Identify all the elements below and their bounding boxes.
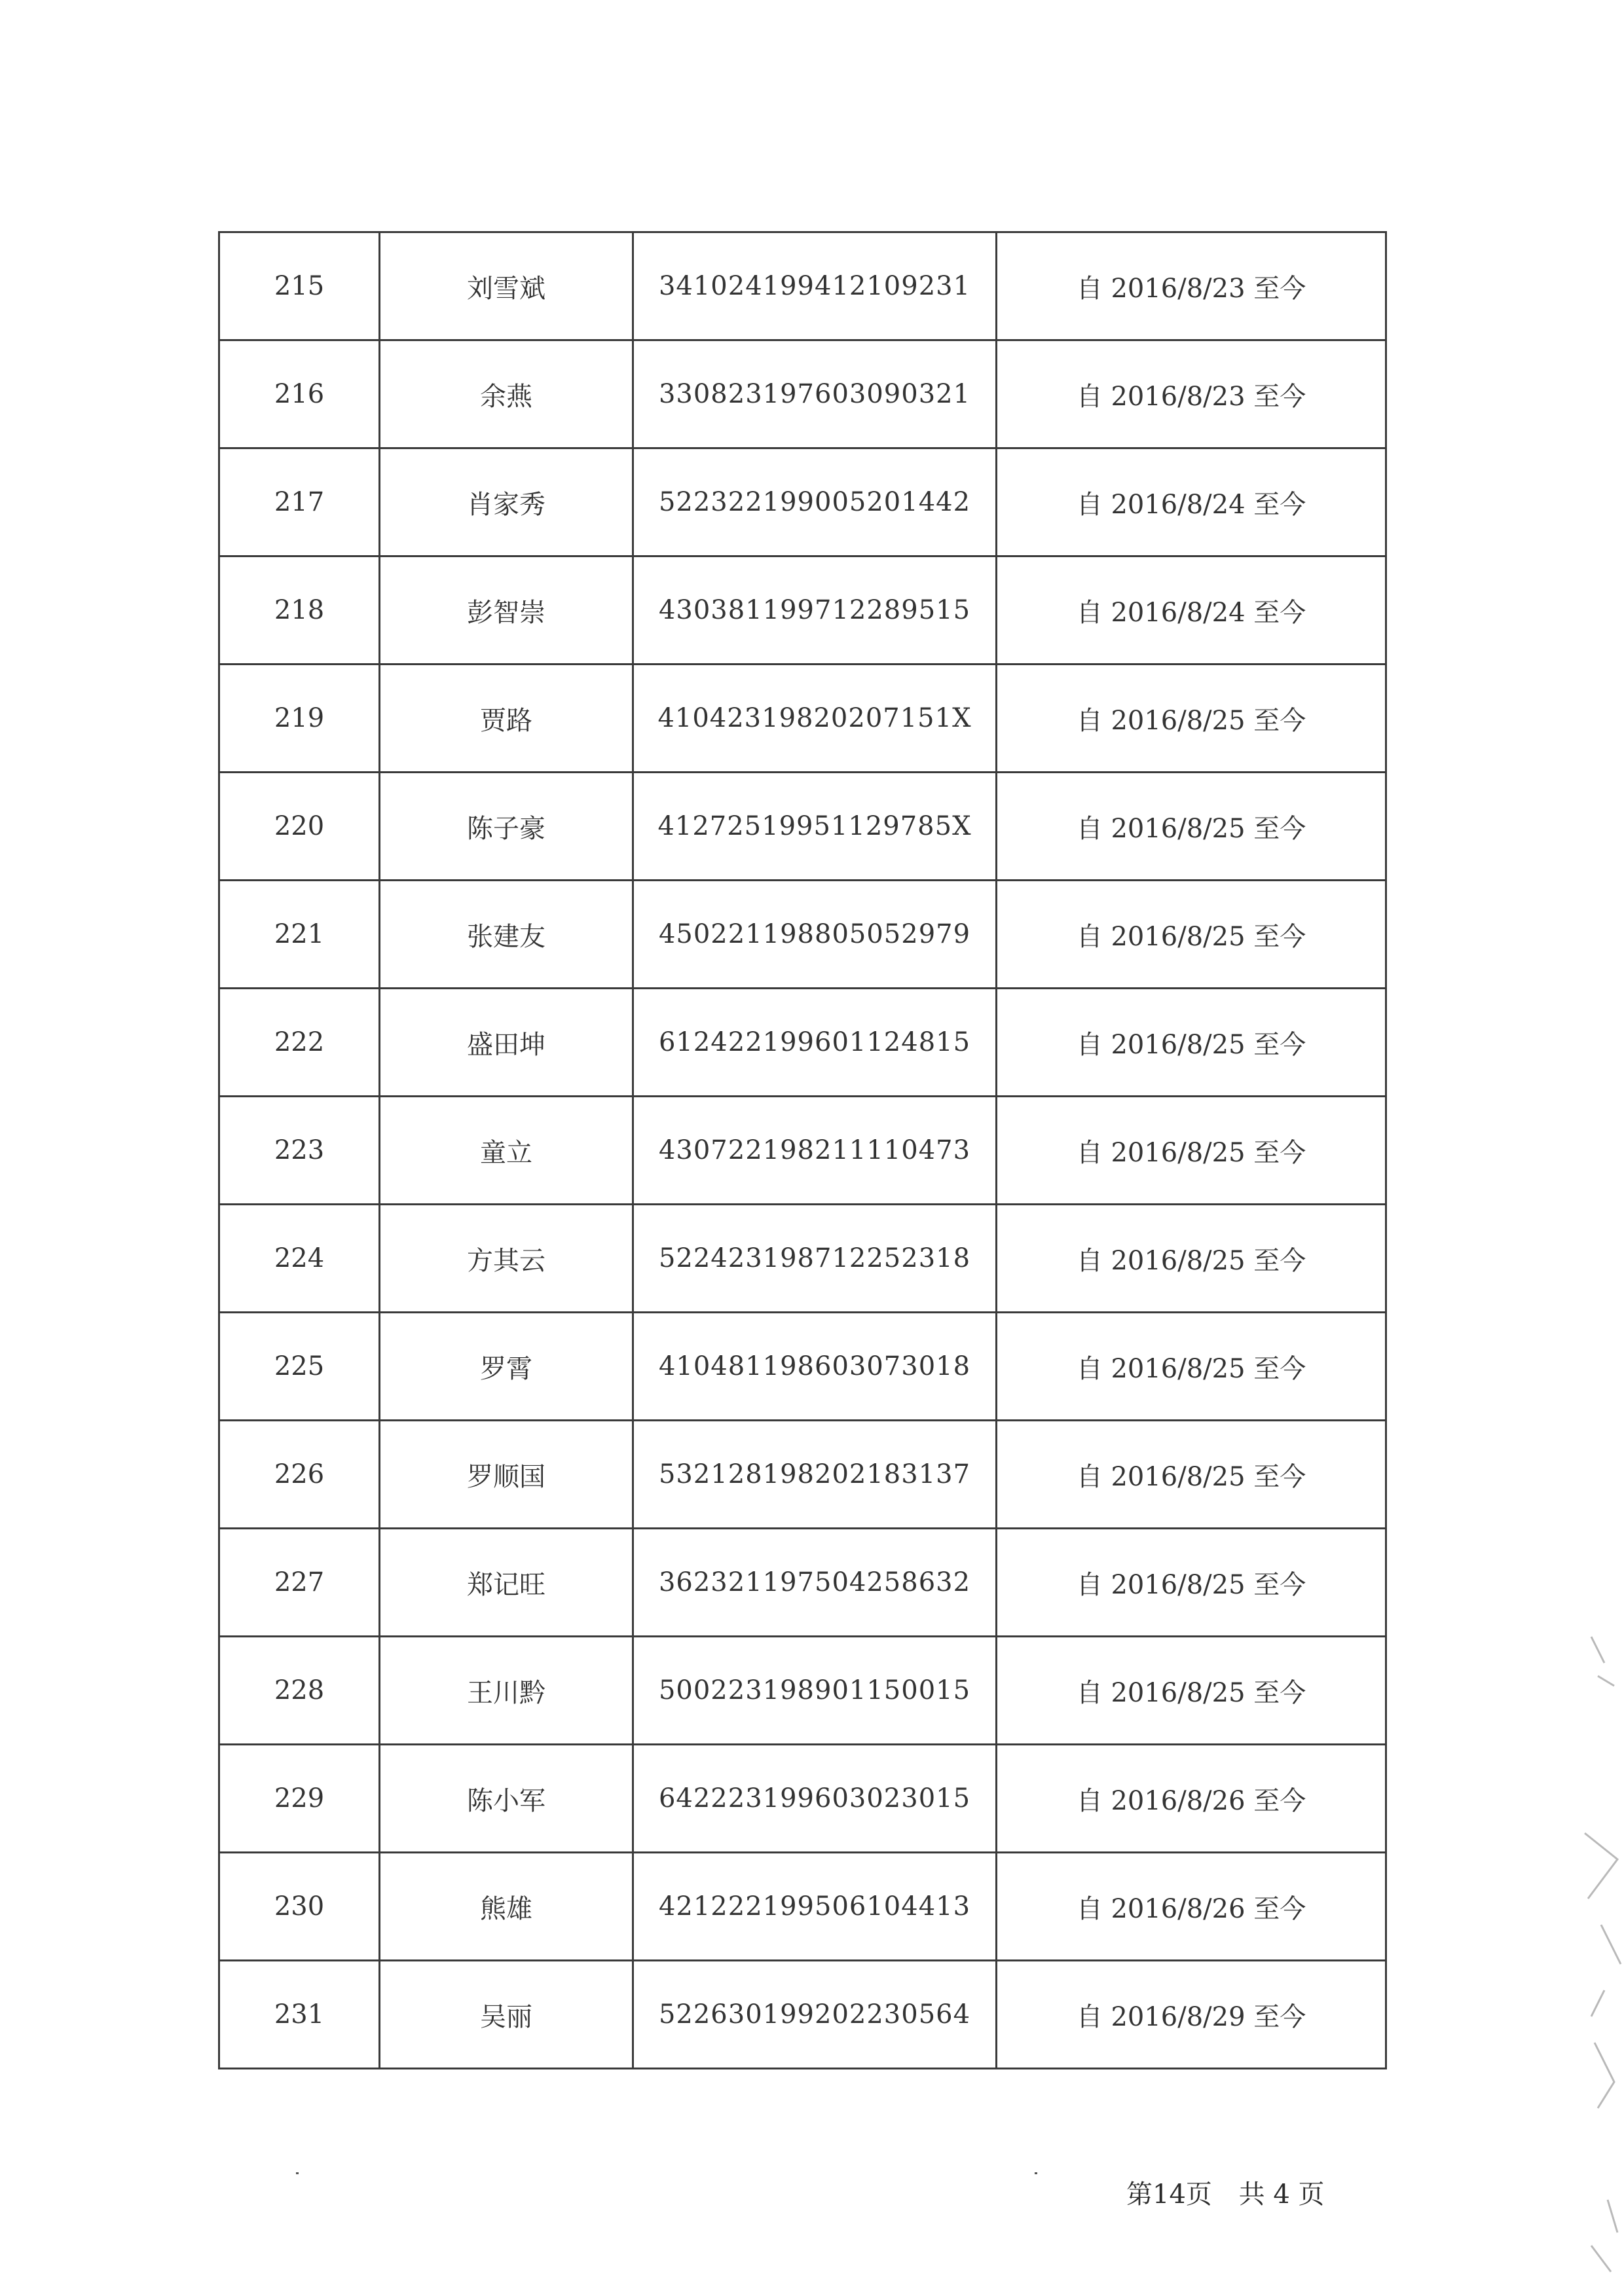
- name-cell: 郑记旺: [380, 1529, 633, 1637]
- row-number-cell: 219: [219, 665, 380, 773]
- page-footer: [1126, 2174, 1401, 2211]
- table-row: [219, 1529, 1386, 1637]
- name-cell: 罗霄: [380, 1313, 633, 1421]
- employment-period-cell: 自 2016/8/25 至今: [997, 1097, 1386, 1205]
- scan-edge-artifact: [1578, 1624, 1624, 2278]
- row-number-cell: 227: [219, 1529, 380, 1637]
- employment-period-cell: 自 2016/8/23 至今: [997, 340, 1386, 448]
- roster-table-body: [219, 232, 1386, 2069]
- employment-period-cell: 自 2016/8/25 至今: [997, 989, 1386, 1097]
- employment-period-cell: 自 2016/8/23 至今: [997, 232, 1386, 340]
- employment-period-cell: 自 2016/8/24 至今: [997, 556, 1386, 665]
- row-number-cell: 231: [219, 1961, 380, 2069]
- name-cell: 余燕: [380, 340, 633, 448]
- id-number-cell: 421222199506104413: [633, 1853, 997, 1961]
- id-number-cell: 532128198202183137: [633, 1421, 997, 1529]
- row-number-cell: 222: [219, 989, 380, 1097]
- page-number-total: 共 4 页: [1238, 2179, 1325, 2210]
- employment-period-cell: 自 2016/8/25 至今: [997, 1205, 1386, 1313]
- name-cell: 刘雪斌: [380, 232, 633, 340]
- id-number-cell: 522322199005201442: [633, 448, 997, 556]
- row-number-cell: 216: [219, 340, 380, 448]
- id-number-cell: 41042319820207151X: [633, 665, 997, 773]
- employment-period-cell: 自 2016/8/26 至今: [997, 1745, 1386, 1853]
- employment-period-cell: 自 2016/8/25 至今: [997, 773, 1386, 881]
- row-number-cell: 225: [219, 1313, 380, 1421]
- table-row: [219, 448, 1386, 556]
- table-row: [219, 665, 1386, 773]
- page-number-current: 第14页: [1126, 2179, 1212, 2210]
- name-cell: 陈小军: [380, 1745, 633, 1853]
- id-number-cell: 41272519951129785X: [633, 773, 997, 881]
- id-number-cell: 642223199603023015: [633, 1745, 997, 1853]
- name-cell: 张建友: [380, 881, 633, 989]
- table-row: [219, 881, 1386, 989]
- name-cell: 吴丽: [380, 1961, 633, 2069]
- employment-period-cell: 自 2016/8/25 至今: [997, 665, 1386, 773]
- table-row: [219, 1205, 1386, 1313]
- id-number-cell: 450221198805052979: [633, 881, 997, 989]
- row-number-cell: 215: [219, 232, 380, 340]
- row-number-cell: 223: [219, 1097, 380, 1205]
- roster-table: [218, 231, 1387, 2069]
- table-row: [219, 232, 1386, 340]
- table-row: [219, 556, 1386, 665]
- name-cell: 熊雄: [380, 1853, 633, 1961]
- scan-speck: [296, 2172, 299, 2174]
- name-cell: 童立: [380, 1097, 633, 1205]
- id-number-cell: 430722198211110473: [633, 1097, 997, 1205]
- id-number-cell: 500223198901150015: [633, 1637, 997, 1745]
- employment-period-cell: 自 2016/8/25 至今: [997, 1421, 1386, 1529]
- name-cell: 彭智崇: [380, 556, 633, 665]
- row-number-cell: 226: [219, 1421, 380, 1529]
- table-row: [219, 1097, 1386, 1205]
- id-number-cell: 362321197504258632: [633, 1529, 997, 1637]
- employment-period-cell: 自 2016/8/25 至今: [997, 1529, 1386, 1637]
- employment-period-cell: 自 2016/8/25 至今: [997, 881, 1386, 989]
- row-number-cell: 224: [219, 1205, 380, 1313]
- id-number-cell: 410481198603073018: [633, 1313, 997, 1421]
- employment-period-cell: 自 2016/8/25 至今: [997, 1313, 1386, 1421]
- name-cell: 方其云: [380, 1205, 633, 1313]
- employment-period-cell: 自 2016/8/24 至今: [997, 448, 1386, 556]
- id-number-cell: 522630199202230564: [633, 1961, 997, 2069]
- name-cell: 盛田坤: [380, 989, 633, 1097]
- table-row: [219, 1961, 1386, 2069]
- table-row: [219, 989, 1386, 1097]
- id-number-cell: 430381199712289515: [633, 556, 997, 665]
- row-number-cell: 220: [219, 773, 380, 881]
- name-cell: 王川黔: [380, 1637, 633, 1745]
- table-row: [219, 1313, 1386, 1421]
- row-number-cell: 228: [219, 1637, 380, 1745]
- name-cell: 罗顺国: [380, 1421, 633, 1529]
- row-number-cell: 230: [219, 1853, 380, 1961]
- id-number-cell: 522423198712252318: [633, 1205, 997, 1313]
- employment-period-cell: 自 2016/8/29 至今: [997, 1961, 1386, 2069]
- table-row: [219, 1637, 1386, 1745]
- table-row: [219, 773, 1386, 881]
- table-row: [219, 1745, 1386, 1853]
- table-row: [219, 340, 1386, 448]
- id-number-cell: 612422199601124815: [633, 989, 997, 1097]
- employment-period-cell: 自 2016/8/26 至今: [997, 1853, 1386, 1961]
- row-number-cell: 217: [219, 448, 380, 556]
- name-cell: 陈子豪: [380, 773, 633, 881]
- table-row: [219, 1853, 1386, 1961]
- scan-speck: [1035, 2172, 1037, 2174]
- name-cell: 肖家秀: [380, 448, 633, 556]
- row-number-cell: 218: [219, 556, 380, 665]
- id-number-cell: 330823197603090321: [633, 340, 997, 448]
- table-row: [219, 1421, 1386, 1529]
- row-number-cell: 229: [219, 1745, 380, 1853]
- id-number-cell: 341024199412109231: [633, 232, 997, 340]
- name-cell: 贾路: [380, 665, 633, 773]
- employment-period-cell: 自 2016/8/25 至今: [997, 1637, 1386, 1745]
- row-number-cell: 221: [219, 881, 380, 989]
